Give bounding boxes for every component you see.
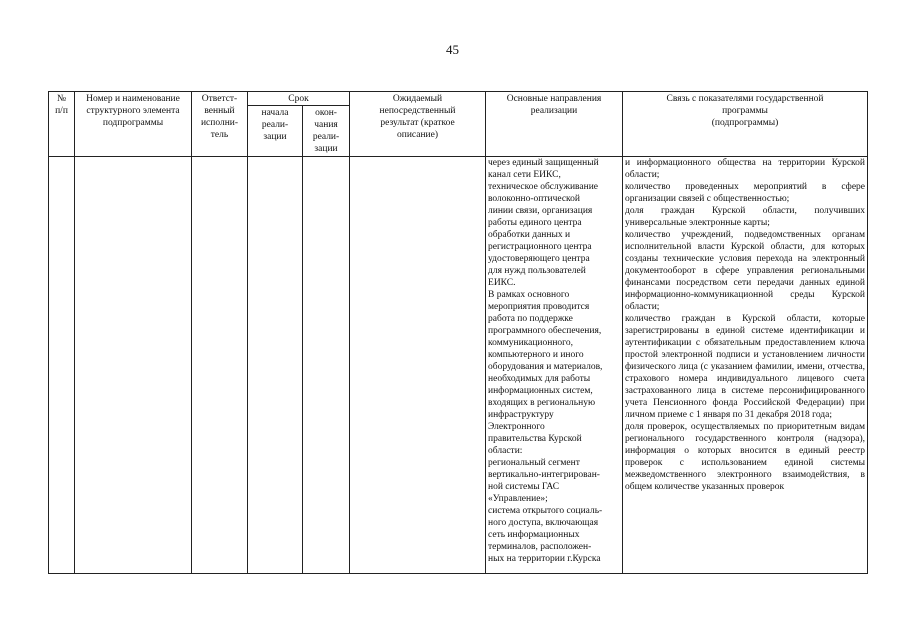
header-term-end: окон- чания реали- зации: [303, 106, 350, 157]
header-num: № п/п: [49, 92, 75, 157]
header-row-1: [49, 92, 868, 106]
cell-directions: через единый защищенный канал сети ЕИКС, техническое обслуживание волоконно-оптической линии связи, организация работы единого центра обработки данных и регистрационного центра удостоверяющего центра для нужд пользователей ЕИКС. В рамках основного мероприятия проводится работа по поддержке программного обеспечения, коммуникационного, компьютерного и иного оборудования и материалов, необходимых для работы информационных систем, входящих в региональную инфраструктуру Электронного правительства Курской области: региональный сегмент вертикально-интегрирован- ной системы ГАС «Управление»; система открытого социаль- ного доступа, включающая сеть информационных терминалов, расположен- ных на территории г.Курска: [486, 157, 623, 574]
cell-term-end: [303, 157, 350, 574]
cell-expected-result: [350, 157, 486, 574]
header-responsible: Ответст- венный исполни- тель: [192, 92, 248, 157]
program-table: [48, 91, 868, 574]
header-link-indicators: Связь с показателями государственной программы (подпрограммы): [623, 92, 868, 157]
cell-responsible: [192, 157, 248, 574]
header-name: Номер и наименование структурного элемента подпрограммы: [75, 92, 192, 157]
header-term: Срок: [248, 92, 350, 106]
cell-num: [49, 157, 75, 574]
header-expected-result: Ожидаемый непосредственный результат (краткое описание): [350, 92, 486, 157]
page-number: 45: [446, 42, 459, 57]
cell-link-indicators: и информационного общества на территории Курской области; количество проведенных мероприятий в сфере организации связей с общественностью; доля граждан Курской области, получивших универсальные электронные карты; количество учреждений, подведомственных органам исполнительной власти Курской области, для которых созданы технические условия перехода на электронный документооборот в сфере управления региональными финансами посредством сети передачи данных единой информационно-коммуникационной среды Курской области; количество граждан в Курской области, которые зарегистрированы в единой системе идентификации и аутентификации с обязательным предоставлением ключа простой электронной подписи и установлением личности физического лица (с указанием фамилии, имени, отчества, страхового номера индивидуального лицевого счета застрахованного лица в системе персонифицированного учета Пенсионного фонда Российской Федерации) при личном приеме с 1 января по 31 декабря 2018 года; доля проверок, осуществляемых по приоритетным видам регионального государственного контроля (надзора), информация о которых вносится в единый реестр проверок с использованием единой системы межведомственного электронного взаимодействия, в общем количестве указанных проверок: [623, 157, 868, 574]
header-directions: Основные направления реализации: [486, 92, 623, 157]
cell-term-start: [248, 157, 303, 574]
header-term-start: начала реали- зации: [248, 106, 303, 157]
cell-name: [75, 157, 192, 574]
table-row: [49, 157, 868, 574]
